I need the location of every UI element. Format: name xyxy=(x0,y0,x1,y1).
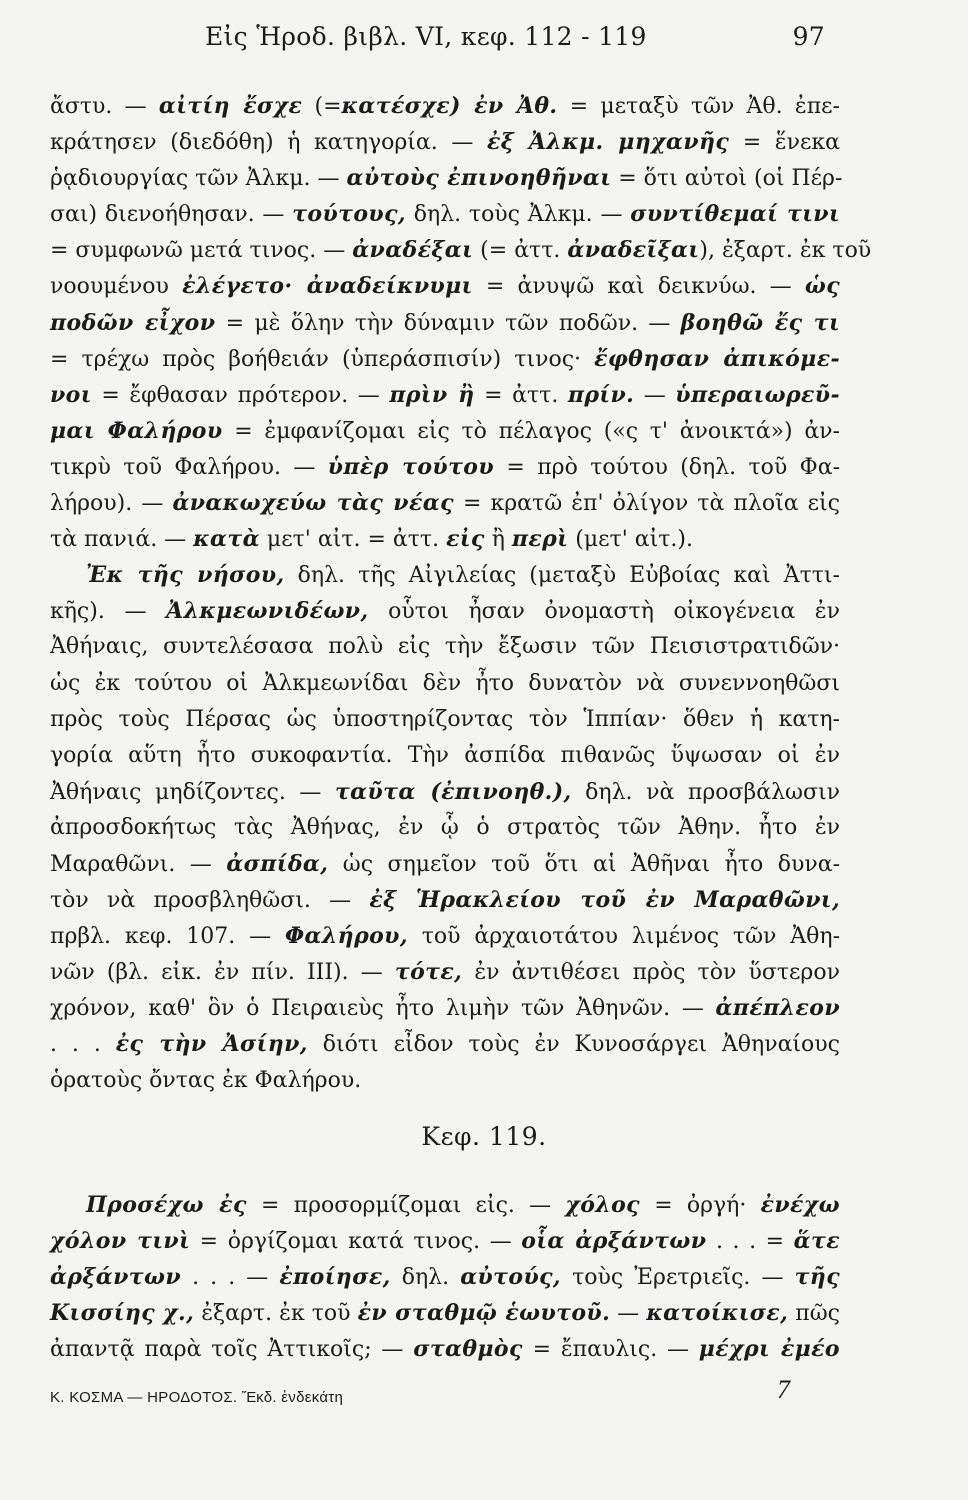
gloss-text: ), ἐξαρτ. ἐκ τοῦ xyxy=(699,238,872,264)
text-line xyxy=(50,1295,840,1331)
lemma-term: Προσέχω ἐς xyxy=(86,1192,247,1218)
lemma-term: ἀναδεῖξαι xyxy=(567,237,700,264)
text-line xyxy=(50,1331,840,1367)
gloss-text: πρὸς τοὺς Πέρσας ὡς ὑποστηρίζοντας τὸν Ἱππίαν· ὅθεν ἡ κατη- xyxy=(50,706,840,732)
footer-imprint: Κ. ΚΟΣΜΑ — ΗΡΟΔΟΤΟΣ. Ἔκδ. ἑνδεκάτη xyxy=(50,1389,344,1406)
gloss-text: δηλ. xyxy=(390,1265,461,1291)
gloss-text: γορία αὕτη ἦτο συκοφαντία. Τὴν ἀσπίδα πιθανῶς ὕψωσαν οἱ ἐν xyxy=(50,742,840,768)
lemma-term: κατὰ xyxy=(193,526,260,553)
gloss-text: πῶς xyxy=(788,1301,840,1327)
lemma-term: εἰς xyxy=(446,526,485,553)
gloss-text: = ἐμφανίζομαι εἰς τὸ πέλαγος («ς τ' ἀνοικτά») ἀν- xyxy=(222,418,840,444)
gloss-text: ἄστυ. — xyxy=(50,94,159,119)
gloss-text: διότι εἶδον τοὺς ἐν Κυνοσάργει Ἀθηναίους xyxy=(307,1032,840,1058)
gloss-text: τικρὺ τοῦ Φαλήρου. — xyxy=(50,454,328,480)
gloss-text: — xyxy=(610,1301,647,1327)
gloss-text: . . . xyxy=(50,1032,116,1058)
gloss-text: οὗτοι ἦσαν ὀνομαστὴ οἰκογένεια ἐν xyxy=(368,599,840,625)
lemma-term: ἐν σταθμῷ ἑωυτοῦ. xyxy=(357,1300,611,1327)
lemma-term: ἔφθησαν ἀπικόμε- xyxy=(594,345,840,372)
gloss-text: ῥᾳδιουργίας τῶν Ἀλκμ. — xyxy=(50,166,347,192)
gloss-text: λήρου). — xyxy=(50,491,173,517)
lemma-term: αὐτοὺς ἐπινοηθῆναι xyxy=(346,165,612,192)
gloss-text: πρβλ. κεφ. 107. — xyxy=(50,924,285,950)
text-line xyxy=(50,810,840,846)
lemma-term: περὶ xyxy=(511,526,569,553)
lemma-term: κατοίκισε, xyxy=(646,1300,789,1327)
gloss-text: ὡς σημεῖον τοῦ ὅτι αἱ Ἀθῆναι ἦτο δυνα- xyxy=(328,851,840,877)
running-title: Εἰς Ἡροδ. βιβλ. VI, κεφ. 112 - 119 xyxy=(205,22,647,51)
text-line xyxy=(50,160,843,196)
lemma-term: αἰτίη ἔσχε xyxy=(158,93,303,119)
gloss-text: ἢ xyxy=(484,527,512,553)
lemma-term: Κισσίης χ., xyxy=(50,1300,195,1327)
gloss-text: μετ' αἰτ. = ἀττ. xyxy=(259,527,447,553)
lemma-term: τούτους, xyxy=(292,201,406,228)
gloss-text: = ἀνυψῶ καὶ δεικνύω. — xyxy=(472,274,805,300)
text-line xyxy=(50,882,840,918)
gloss-text: = ἔπαυλις. — xyxy=(522,1337,699,1363)
text-line xyxy=(50,702,840,738)
gloss-text: = ἀττ. xyxy=(474,382,568,408)
lemma-term: Ἐκ τῆς νήσου, xyxy=(86,562,285,589)
lemma-term: Ἀλκμεωνιδέων, xyxy=(166,598,369,625)
gloss-text: ἐξαρτ. ἐκ τοῦ xyxy=(194,1301,358,1327)
gloss-text: τὸν νὰ προσβληθῶσι. — xyxy=(50,888,370,914)
text-line xyxy=(50,1063,840,1099)
lemma-term: αὐτούς, xyxy=(460,1264,561,1291)
text-line xyxy=(50,124,840,160)
lemma-term: ἐξ Ἡρακλείου τοῦ ἐν Μαραθῶνι, xyxy=(369,887,840,914)
text-line xyxy=(50,1026,840,1062)
gloss-text: κράτησεν (διεδόθη) ἡ κατηγορία. — xyxy=(50,130,487,156)
text-line xyxy=(50,1259,840,1295)
gloss-text: κῆς). — xyxy=(50,599,167,625)
lemma-term: ἐξ Ἀλκμ. μηχανῆς xyxy=(486,129,730,156)
gloss-text: = ὅτι αὐτοὶ (οἱ Πέρ- xyxy=(611,166,843,192)
lemma-term: ποδῶν εἶχον xyxy=(50,309,216,336)
lemma-term: τῆς xyxy=(794,1264,840,1291)
lemma-term: ἐλέγετο· ἀναδείκνυμι xyxy=(182,273,473,300)
running-header xyxy=(205,22,825,58)
lemma-term: ὑπεραιωρεῦ- xyxy=(675,381,840,408)
lemma-term: μαι Φαλήρου xyxy=(50,417,223,444)
lemma-term: κατέσχε) ἐν Ἀθ. xyxy=(341,93,558,119)
text-line xyxy=(50,377,840,413)
gloss-text: δηλ. νὰ προσβάλωσιν xyxy=(571,779,841,805)
lemma-term: ἐποίησε, xyxy=(279,1264,391,1291)
gloss-text: = μεταξὺ τῶν Ἀθ. ἐπε- xyxy=(557,94,840,119)
text-line xyxy=(50,846,840,882)
gloss-text: δηλ. τῆς Αἰγιλείας (μεταξὺ Εὐβοίας καὶ Ἀττι- xyxy=(284,563,840,589)
gloss-text: ἀπροσδοκήτως τὰς Ἀθήνας, ἐν ᾧ ὁ στρατὸς τῶν Ἀθην. ἦτο ἐν xyxy=(50,814,840,840)
text-line xyxy=(50,918,840,954)
lemma-term: σταθμὸς xyxy=(413,1336,523,1363)
lemma-term: χόλος xyxy=(565,1192,640,1218)
text-line xyxy=(50,593,840,629)
lemma-term: νοι xyxy=(50,381,92,408)
lemma-term: χόλον τινὶ xyxy=(50,1228,191,1255)
text-line xyxy=(50,196,840,232)
gloss-text: = ὀργίζομαι κατά τινος. — xyxy=(190,1229,522,1255)
text-line xyxy=(50,232,872,268)
lemma-term: ἐς τὴν Ἀσίην, xyxy=(115,1031,308,1058)
gloss-text: . . . — xyxy=(181,1265,280,1291)
lemma-term: ὑπὲρ τούτου xyxy=(327,453,495,480)
commentary-text-chapter-118 xyxy=(50,88,872,1099)
gloss-text: (= xyxy=(302,94,342,119)
gloss-text: νῶν (βλ. εἰκ. ἐν πίν. ΙΙΙ). — xyxy=(50,960,395,986)
gloss-text: ὡς ἐκ τούτου οἱ Ἀλκμεωνίδαι δὲν ἦτο δυνατὸν νὰ συνεννοηθῶσι xyxy=(50,670,840,696)
text-line xyxy=(50,629,840,665)
lemma-term: τότε, xyxy=(394,959,463,986)
lemma-term: ἀρξάντων xyxy=(50,1264,181,1291)
gloss-text: = πρὸ τούτου (δηλ. τοῦ Φα- xyxy=(494,454,841,480)
gloss-text: ἐν ἀντιθέσει πρὸς τὸν ὕστερον xyxy=(462,960,840,986)
lemma-term: Φαλήρου, xyxy=(284,923,408,950)
gloss-text: (μετ' αἰτ.). xyxy=(568,527,693,553)
page-footer xyxy=(50,1375,790,1415)
gloss-text: τὰ πανιά. — xyxy=(50,527,194,553)
text-line xyxy=(50,413,840,449)
chapter-heading: Κεφ. 119. xyxy=(421,1122,547,1151)
lemma-term: οἷα ἀρξάντων xyxy=(521,1228,707,1255)
gloss-text: = προσορμίζομαι εἰς. — xyxy=(246,1193,566,1218)
gloss-text: = κρατῶ ἐπ' ὀλίγον τὰ πλοῖα εἰς xyxy=(453,491,840,517)
gloss-text: (= ἀττ. xyxy=(473,238,568,264)
gloss-text: = ὀργή· xyxy=(639,1193,761,1218)
gloss-text: Ἀθήναις μηδίζοντες. — xyxy=(50,779,335,805)
lemma-term: ἐνέχω xyxy=(760,1192,841,1218)
lemma-term: βοηθῶ ἔς τι xyxy=(680,309,840,336)
gloss-text: . . . = xyxy=(706,1229,794,1255)
lemma-term: ταῦτα (ἐπινοηθ.), xyxy=(334,778,572,805)
gloss-text: νοουμένου xyxy=(50,274,183,300)
gloss-text: σαι) διενοήθησαν. — xyxy=(50,202,293,228)
gloss-text: Μαραθῶνι. — xyxy=(50,851,227,877)
page-number: 97 xyxy=(792,22,825,51)
gloss-text: — xyxy=(634,382,676,408)
lemma-term: πρίν. xyxy=(567,381,635,408)
lemma-term: ἅτε xyxy=(793,1228,840,1255)
gloss-text: τοῦ ἀρχαιοτάτου λιμένος τῶν Ἀθη- xyxy=(407,924,841,950)
text-line xyxy=(50,1223,840,1259)
gloss-text: ὁρατοὺς ὄντας ἐκ Φαλήρου. xyxy=(50,1067,362,1093)
text-line xyxy=(50,449,840,485)
text-line xyxy=(50,954,840,990)
gloss-text: = συμφωνῶ μετά τινος. — xyxy=(50,238,353,264)
lemma-term: ὡς xyxy=(804,273,841,300)
commentary-text-chapter-119 xyxy=(50,1187,840,1367)
text-line xyxy=(50,341,840,377)
gloss-text: δηλ. τοὺς Ἀλκμ. — xyxy=(405,202,631,228)
gloss-text: τοὺς Ἐρετριεῖς. — xyxy=(560,1265,795,1291)
text-line xyxy=(50,268,840,304)
text-line xyxy=(50,305,840,341)
lemma-term: ἀνακωχεύω τὰς νέας xyxy=(172,490,454,517)
text-line xyxy=(50,485,840,521)
text-line xyxy=(50,521,840,557)
lemma-term: μέχρι ἐμέο xyxy=(698,1336,840,1363)
gloss-text: ἀπαντᾷ παρὰ τοῖς Ἀττικοῖς; — xyxy=(50,1337,414,1363)
text-line xyxy=(50,1187,840,1223)
text-line xyxy=(50,557,840,593)
text-line xyxy=(50,666,840,702)
lemma-term: συντίθεμαί τινι xyxy=(630,201,840,228)
text-line xyxy=(50,88,840,124)
gloss-text: χρόνον, καθ' ὃν ὁ Πειραιεὺς ἦτο λιμὴν τῶν Ἀθηνῶν. — xyxy=(50,996,716,1022)
text-line xyxy=(50,774,840,810)
lemma-term: ἀναδέξαι xyxy=(352,237,474,264)
lemma-term: ἀπέπλεον xyxy=(715,995,840,1022)
gloss-text: = ἔφθασαν πρότερον. — xyxy=(91,382,390,408)
gloss-text: = τρέχω πρὸς βοήθειάν (ὑπεράσπισίν) τινος· xyxy=(50,346,595,372)
lemma-term: πρὶν ἢ xyxy=(389,381,475,408)
text-line xyxy=(50,738,840,774)
lemma-term: ἀσπίδα, xyxy=(226,850,329,877)
text-line xyxy=(50,990,840,1026)
gloss-text: Ἀθήναις, συντελέσασα πολὺ εἰς τὴν ἔξωσιν τῶν Πεισιστρατιδῶν· xyxy=(50,634,840,660)
gloss-text: = ἕνεκα xyxy=(729,130,840,156)
signature-mark: 7 xyxy=(777,1375,790,1404)
gloss-text: = μὲ ὅλην τὴν δύναμιν τῶν ποδῶν. — xyxy=(215,310,681,336)
